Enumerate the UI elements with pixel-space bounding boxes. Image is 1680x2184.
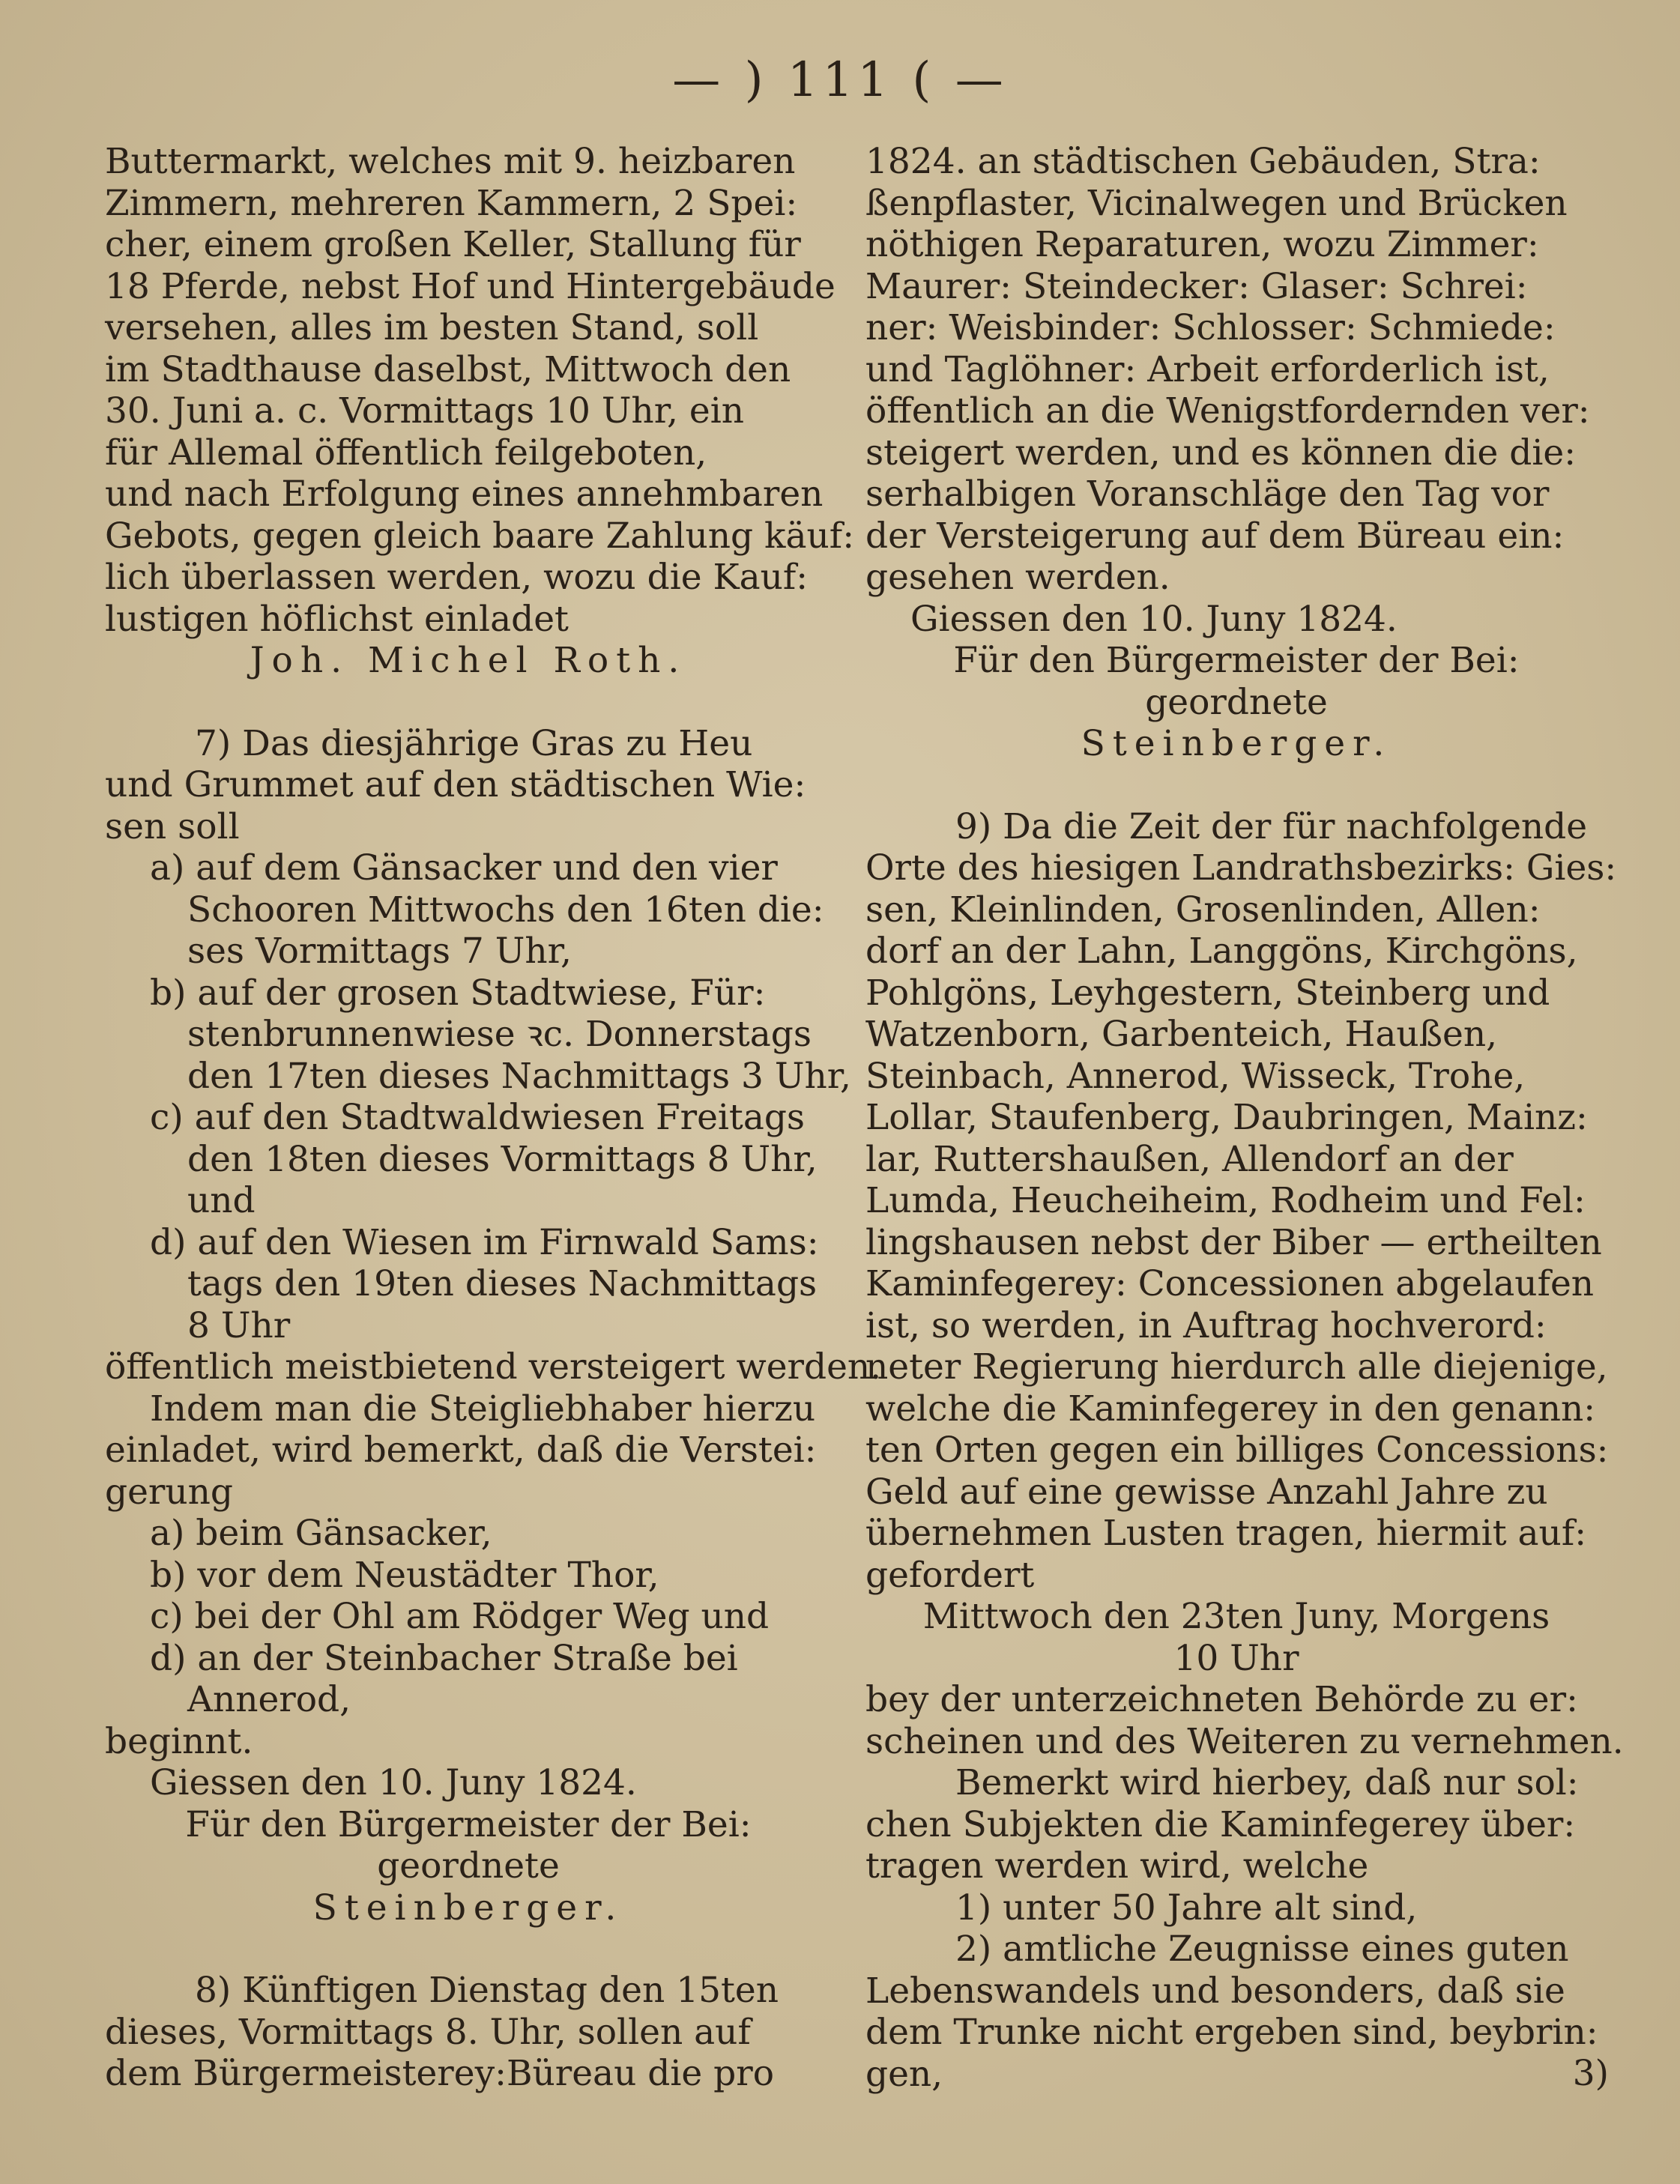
text-line: 18 Pferde, nebst Hof und Hintergebäude — [105, 265, 836, 307]
page-header: — ) 111 ( — — [672, 52, 1008, 108]
text-line: Pohlgöns, Leyhgestern, Steinberg und — [865, 972, 1550, 1014]
text-line: öffentlich an die Wenigstfordernden ver: — [865, 390, 1590, 432]
signature-role: Für den Bürgermeister der Bei: — [953, 640, 1520, 681]
dateline: Giessen den 10. Juny 1824. — [910, 598, 1398, 640]
text-line: lustigen höflichst einladet — [105, 598, 569, 640]
list-item: b) vor dem Neustädter Thor, — [150, 1554, 659, 1596]
text-line: Watzenborn, Garbenteich, Haußen, — [865, 1014, 1498, 1055]
text-line: sen soll — [105, 805, 240, 847]
text-line: für Allemal öffentlich feilgeboten, — [105, 432, 707, 474]
text-line: Lollar, Staufenberg, Daubringen, Mainz: — [865, 1097, 1588, 1138]
signature-role: geordnete — [1145, 681, 1328, 723]
text-line: den 17ten dieses Nachmittags 3 Uhr, — [187, 1055, 852, 1097]
text-line: Lumda, Heucheiheim, Rodheim und Fel: — [865, 1180, 1586, 1221]
text-line: gen, — [865, 2053, 943, 2095]
text-line: gefordert — [865, 1554, 1035, 1596]
text-line: tragen werden wird, welche — [865, 1845, 1369, 1887]
text-line: 7) Das diesjährige Gras zu Heu — [195, 722, 753, 764]
text-line: ten Orten gegen ein billiges Concessions: — [865, 1430, 1609, 1471]
list-item: 1) unter 50 Jahre alt sind, — [955, 1887, 1418, 1929]
text-line: scheinen und des Weiteren zu vernehmen. — [865, 1720, 1624, 1762]
catchword: 3) — [1572, 2053, 1609, 2094]
text-line: ses Vormittags 7 Uhr, — [187, 931, 572, 972]
text-line: 9) Da die Zeit der für nachfolgende — [955, 805, 1588, 847]
signature-roth: Joh. Michel Roth. — [250, 640, 687, 681]
text-line: und — [187, 1180, 256, 1221]
signature-steinberger: Steinberger. — [312, 1887, 624, 1929]
text-line: steigert werden, und es können die die: — [865, 432, 1577, 474]
text-line: und Grummet auf den städtischen Wie: — [105, 764, 806, 805]
text-line: dorf an der Lahn, Langgöns, Kirchgöns, — [865, 931, 1578, 972]
text-line: Buttermarkt, welches mit 9. heizbaren — [105, 141, 796, 182]
paragraph-gap — [105, 682, 832, 723]
signature-role: Für den Bürgermeister der Bei: — [185, 1803, 752, 1845]
text-line: gesehen werden. — [865, 557, 1170, 598]
text-line: Indem man die Steigliebhaber hierzu — [150, 1388, 816, 1430]
text-line: Orte des hiesigen Landrathsbezirks: Gies: — [865, 847, 1617, 889]
list-item: a) auf dem Gänsacker und den vier — [150, 847, 778, 889]
text-line: und Taglöhner: Arbeit erforderlich ist, — [865, 348, 1550, 390]
text-line: stenbrunnenwiese ꝛc. Donnerstags — [187, 1014, 812, 1055]
signature-steinberger: Steinberger. — [1081, 723, 1392, 764]
text-line: im Stadthause daselbst, Mittwoch den — [105, 348, 791, 390]
text-line: neter Regierung hierdurch alle diejenige, — [865, 1346, 1608, 1388]
text-line: 1824. an städtischen Gebäuden, Stra: — [865, 141, 1541, 182]
text-line: 8 Uhr — [187, 1304, 291, 1346]
text-line: öffentlich meistbietend versteigert werden. — [105, 1346, 882, 1388]
text-line: Maurer: Steindecker: Glaser: Schrei: — [865, 265, 1528, 307]
text-line: Bemerkt wird hierbey, daß nur sol: — [955, 1762, 1579, 1803]
text-line: lich überlassen werden, wozu die Kauf: — [105, 557, 809, 598]
text-line: chen Subjekten die Kaminfegerey über: — [865, 1803, 1576, 1845]
text-line: Annerod, — [187, 1679, 351, 1720]
meeting-time: 10 Uhr — [1173, 1637, 1299, 1679]
right-column — [865, 141, 1624, 2095]
meeting-date: Mittwoch den 23ten Juny, Morgens — [922, 1596, 1550, 1637]
text-line: Gebots, gegen gleich baare Zahlung käuf: — [105, 515, 855, 557]
text-line: Kaminfegerey: Concessionen abgelaufen — [865, 1263, 1595, 1304]
text-line: gerung — [105, 1471, 233, 1513]
text-line: Geld auf eine gewisse Anzahl Jahre zu — [865, 1471, 1548, 1513]
text-line: der Versteigerung auf dem Büreau ein: — [865, 515, 1565, 557]
text-line: serhalbigen Voranschläge den Tag vor — [865, 474, 1550, 515]
list-item: c) bei der Ohl am Rödger Weg und — [150, 1596, 770, 1637]
text-line: ßenpflaster, Vicinalwegen und Brücken — [865, 182, 1568, 224]
text-line: ist, so werden, in Auftrag hochverord: — [865, 1304, 1547, 1346]
text-line: den 18ten dieses Vormittags 8 Uhr, — [187, 1138, 818, 1180]
signature-role: geordnete — [377, 1845, 560, 1887]
list-item: c) auf den Stadtwaldwiesen Freitags — [150, 1097, 806, 1138]
text-line: welche die Kaminfegerey in den genann: — [865, 1388, 1596, 1430]
text-line: 8) Künftigen Dienstag den 15ten — [195, 1970, 779, 2011]
text-line: sen, Kleinlinden, Grosenlinden, Allen: — [865, 889, 1541, 931]
text-line: versehen, alles im besten Stand, soll — [105, 307, 759, 348]
text-line: Zimmern, mehreren Kammern, 2 Spei: — [105, 182, 798, 224]
paragraph-gap — [865, 765, 1607, 806]
text-line: nöthigen Reparaturen, wozu Zimmer: — [865, 224, 1539, 265]
text-line: lar, Ruttershaußen, Allendorf an der — [865, 1138, 1514, 1180]
text-line: tags den 19ten dieses Nachmittags — [187, 1263, 818, 1304]
list-item: 2) amtliche Zeugnisse eines guten — [955, 1929, 1569, 1970]
text-line: dieses, Vormittags 8. Uhr, sollen auf — [105, 2011, 751, 2053]
text-line: einladet, wird bemerkt, daß die Verstei: — [105, 1430, 817, 1471]
list-item: b) auf der grosen Stadtwiese, Für: — [150, 972, 766, 1014]
text-line: 30. Juni a. c. Vormittags 10 Uhr, ein — [105, 390, 744, 432]
text-line: übernehmen Lusten tragen, hiermit auf: — [865, 1513, 1587, 1554]
text-line: dem Bürgermeisterey:Büreau die pro — [105, 2053, 774, 2094]
text-line: cher, einem großen Keller, Stallung für — [105, 224, 801, 265]
text-line: ner: Weisbinder: Schlosser: Schmiede: — [865, 307, 1556, 348]
left-column — [105, 141, 882, 2095]
text-line: beginnt. — [105, 1720, 253, 1762]
text-line: dem Trunke nicht ergeben sind, beybrin: — [865, 2012, 1598, 2053]
paragraph-gap — [105, 1929, 832, 1970]
text-line: Schooren Mittwochs den 16ten die: — [187, 889, 824, 931]
dateline: Giessen den 10. Juny 1824. — [150, 1762, 637, 1803]
text-line: und nach Erfolgung eines annehmbaren — [105, 474, 824, 515]
text-line: lingshausen nebst der Biber — ertheilten — [865, 1221, 1602, 1263]
text-line: Steinbach, Annerod, Wisseck, Trohe, — [865, 1055, 1526, 1097]
list-item: d) an der Steinbacher Straße bei — [150, 1637, 738, 1679]
list-item: a) beim Gänsacker, — [150, 1513, 492, 1554]
text-line: bey der unterzeichneten Behörde zu er: — [865, 1679, 1578, 1720]
list-item: d) auf den Wiesen im Firnwald Sams: — [150, 1221, 819, 1263]
text-line: Lebenswandels und besonders, daß sie — [865, 1970, 1565, 2012]
